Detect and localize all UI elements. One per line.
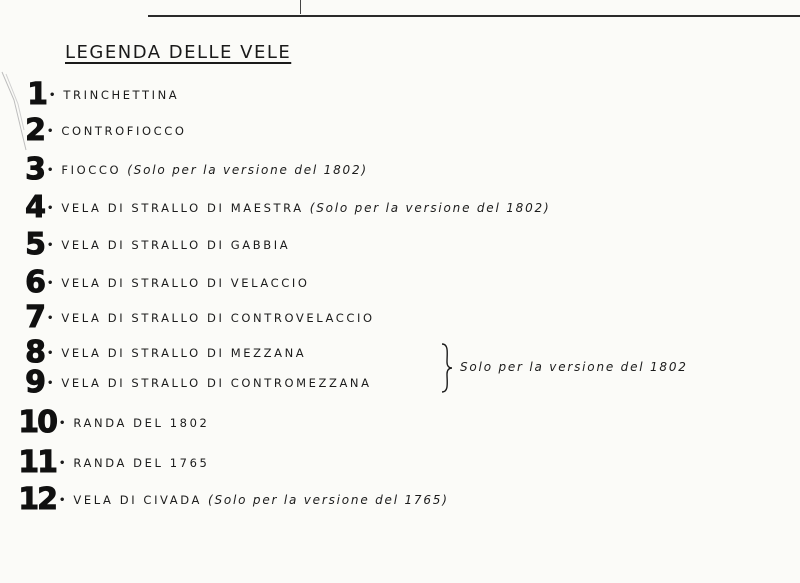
item-number: 3	[25, 152, 44, 187]
legend-row-4	[0, 190, 551, 225]
sail-name: FIOCCO	[61, 163, 122, 177]
bullet-dot: •	[59, 494, 66, 506]
sail-name: TRINCHETTINA	[63, 88, 180, 102]
legend-row-1	[0, 77, 180, 112]
sail-name: VELA DI STRALLO DI VELACCIO	[61, 276, 310, 290]
item-number: 12	[18, 482, 56, 517]
bullet-dot: •	[49, 89, 56, 101]
item-number: 8	[25, 335, 44, 370]
bullet-dot: •	[47, 312, 54, 324]
item-number: 10	[18, 405, 56, 440]
legend-row-6	[0, 265, 310, 300]
item-number: 4	[25, 190, 44, 225]
item-number: 5	[25, 227, 44, 262]
sail-name: RANDA DEL 1802	[73, 416, 210, 430]
version-note: (Solo per la versione del 1802)	[309, 201, 551, 215]
version-note: (Solo per la versione del 1802)	[127, 163, 368, 177]
curly-brace-icon	[440, 342, 454, 394]
bullet-dot: •	[47, 347, 54, 359]
bullet-dot: •	[47, 164, 54, 176]
item-number: 6	[25, 265, 44, 300]
sail-name: RANDA DEL 1765	[73, 456, 210, 470]
legend-row-5	[0, 227, 291, 262]
item-number: 9	[25, 365, 44, 400]
legend-row-11	[0, 445, 210, 480]
version-note: (Solo per la versione del 1765)	[207, 493, 449, 507]
bullet-dot: •	[47, 239, 54, 251]
bullet-dot: •	[59, 457, 66, 469]
sail-name: CONTROFIOCCO	[61, 124, 187, 138]
sail-name: VELA DI STRALLO DI MAESTRA	[61, 201, 304, 215]
sail-name: VELA DI STRALLO DI CONTROMEZZANA	[61, 376, 372, 390]
sail-name: VELA DI STRALLO DI MEZZANA	[61, 346, 307, 360]
legend-row-10	[0, 405, 210, 440]
bullet-dot: •	[47, 202, 54, 214]
bullet-dot: •	[59, 417, 66, 429]
legend-row-9	[0, 365, 372, 400]
brace-version-note: Solo per la versione del 1802	[460, 360, 688, 374]
top-tick-mark	[300, 0, 301, 14]
item-number: 11	[18, 445, 56, 480]
sail-name: VELA DI STRALLO DI GABBIA	[61, 238, 291, 252]
sail-name: VELA DI STRALLO DI CONTROVELACCIO	[61, 311, 375, 325]
bullet-dot: •	[47, 125, 54, 137]
legend-row-12	[0, 482, 449, 517]
page-title: LEGENDA DELLE VELE	[65, 42, 292, 63]
item-number: 1	[27, 77, 46, 112]
item-number: 7	[25, 300, 44, 335]
top-divider-line	[148, 15, 800, 17]
legend-row-3	[0, 152, 368, 187]
bullet-dot: •	[47, 377, 54, 389]
bullet-dot: •	[47, 277, 54, 289]
item-number: 2	[25, 113, 44, 148]
sail-name: VELA DI CIVADA	[73, 493, 202, 507]
legend-row-2	[0, 113, 187, 148]
legend-row-7	[0, 300, 375, 335]
legend-row-8	[0, 335, 307, 370]
